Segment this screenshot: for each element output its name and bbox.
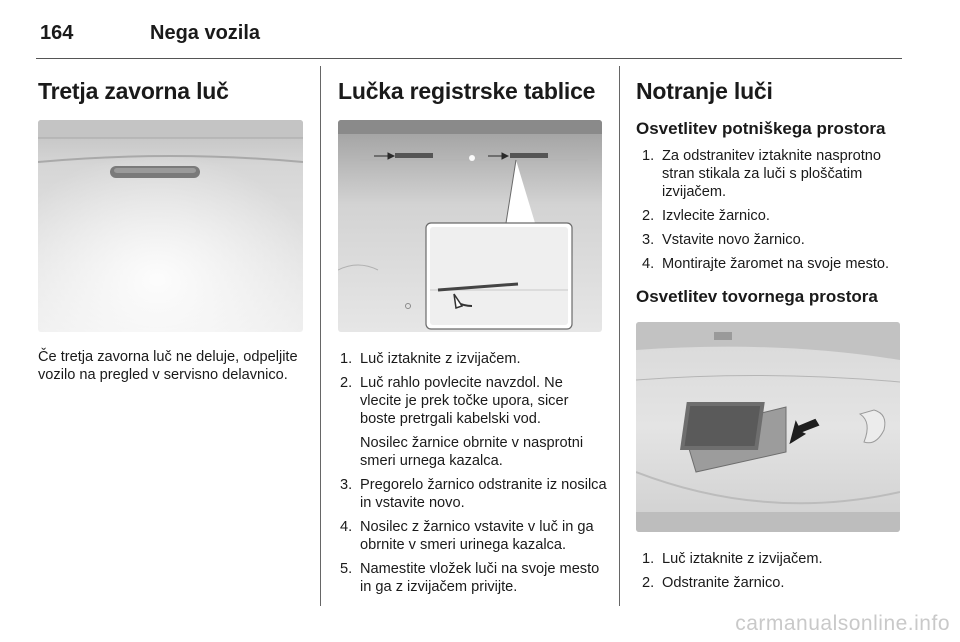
third-brake-light-image — [38, 120, 303, 332]
license-plate-steps — [338, 350, 608, 596]
section-title-license-plate-light: Lučka registrske tablice — [338, 78, 596, 104]
cargo-light-steps — [636, 550, 906, 592]
list-item: 3. Pregorelo žarnico odstranite iz nosilca in vstavite novo. — [340, 477, 607, 511]
list-item: 5. Namestite vložek luči na svoje mesto in ga z izvijačem privijte. — [340, 561, 600, 595]
list-item: 1. Luč iztaknite z izvijačem. — [642, 551, 823, 567]
column-interior-lights — [636, 64, 906, 598]
list-item: 2. Luč rahlo povlecite navzdol. Ne vlecite je prek točke upora, sicer boste pretrgali kabelski vod. Nosilec žarnice obrnite v nasprotni smeri urnega kazalca. — [338, 374, 608, 470]
list-item: 1. Luč iztaknite z izvijačem. — [340, 351, 521, 367]
section-title-third-brake-light: Tretja zavorna luč — [38, 78, 229, 104]
passenger-light-steps — [636, 147, 906, 273]
watermark: carmanualsonline.info — [735, 612, 950, 635]
list-item: 4. Nosilec z žarnico vstavite v luč in ga obrnite v smeri urinega kazalca. — [340, 519, 594, 553]
page-header — [36, 14, 902, 48]
section-title-interior-lights: Notranje luči — [636, 78, 773, 104]
column-third-brake-light — [38, 64, 306, 384]
third-brake-light-text: Če tretja zavorna luč ne deluje, odpeljite vozilo na pregled v servisno delavnico. — [38, 349, 298, 383]
column-divider-1 — [320, 66, 321, 606]
page-number: 164 — [40, 22, 74, 44]
chapter-title: Nega vozila — [150, 22, 261, 44]
header-rule — [36, 58, 902, 59]
subsection-cargo-light: Osvetlitev tovornega prostora — [636, 287, 878, 306]
subsection-passenger-light: Osvetlitev potniškega prostora — [636, 119, 886, 138]
column-license-plate-light — [338, 64, 608, 602]
list-item: 2. Izvlecite žarnico. — [642, 208, 770, 224]
list-item: 2. Odstranite žarnico. — [642, 575, 785, 591]
column-divider-2 — [619, 66, 620, 606]
cargo-light-image — [636, 322, 900, 532]
list-item: 1. Za odstranitev iztaknite nasprotno stran stikala za luči s ploščatim izvijačem. — [642, 148, 882, 200]
list-item-note: Nosilec žarnice obrnite v nasprotni smeri urnega kazalca. — [360, 435, 584, 469]
license-plate-light-image — [338, 120, 602, 332]
list-item: 4. Montirajte žaromet na svoje mesto. — [642, 256, 890, 272]
list-item: 3. Vstavite novo žarnico. — [642, 232, 805, 248]
